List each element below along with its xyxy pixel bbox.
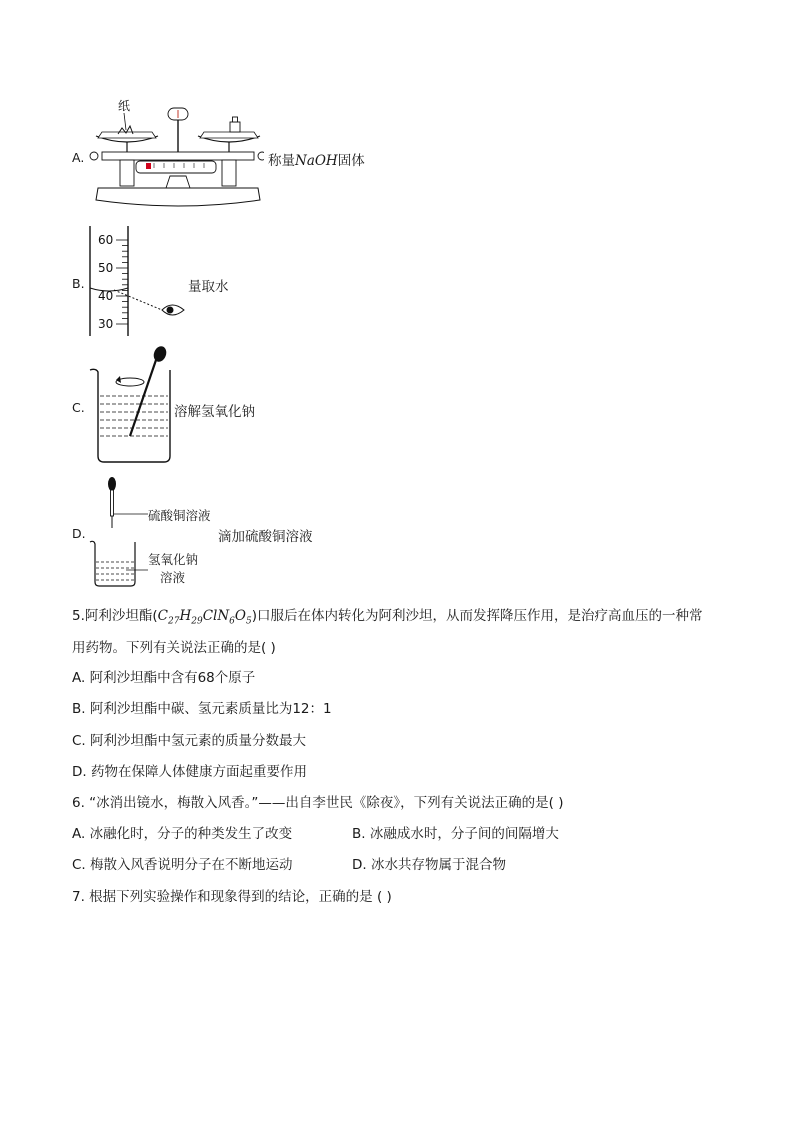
q5-option-a: A. 阿利沙坦酯中含有68个原子 — [72, 670, 256, 686]
q6-option-d: D. 冰水共存物属于混合物 — [352, 857, 506, 873]
dropper-label: 硫酸铜溶液 — [148, 508, 211, 523]
option-d-letter: D. — [72, 526, 86, 541]
q6-option-a: A. 冰融化时，分子的种类发生了改变 — [72, 826, 293, 842]
option-c-label: 溶解氢氧化钠 — [174, 404, 255, 420]
beaker-stir-illustration — [86, 346, 178, 466]
dropper-beaker-illustration — [86, 474, 150, 590]
q5-stem-line2: 用药物。下列有关说法正确的是( ) — [72, 640, 276, 656]
option-d-label: 滴加硫酸铜溶液 — [218, 529, 313, 545]
q5-option-d: D. 药物在保障人体健康方面起重要作用 — [72, 764, 307, 780]
beaker-label-line2: 溶液 — [160, 570, 186, 585]
q6-stem: 6. “冰消出镜水，梅散入风香。”——出自李世民《除夜》，下列有关说法正确的是( ) — [72, 795, 564, 811]
tick-50: 50 — [98, 261, 114, 275]
option-b-letter: B. — [72, 276, 85, 291]
q5-stem-line1: 5.阿利沙坦酯$(C_{27}H_{29}ClN_6O_5)$口服后在体内转化为阿利沙坦，从而发挥降压作用，是治疗高血压的一种常 — [72, 608, 703, 627]
option-c-letter: C. — [72, 400, 85, 415]
q5-formula: $C_{27}H_{29}ClN_6O_5$ — [157, 608, 252, 627]
paper-label: 纸 — [118, 99, 131, 113]
balance-illustration — [84, 96, 264, 216]
q6-option-b: B. 冰融成水时，分子间的间隔增大 — [352, 826, 559, 842]
beaker-label-line1: 氢氧化钠 — [148, 552, 199, 567]
tick-30: 30 — [98, 317, 114, 331]
option-a-letter: A. — [72, 150, 85, 165]
cylinder-illustration — [84, 224, 194, 342]
q5-option-b: B. 阿利沙坦酯中碳、氢元素质量比为12：1 — [72, 701, 332, 717]
option-a-label: 称量NaOH固体 — [268, 153, 365, 169]
tick-60: 60 — [98, 233, 114, 247]
q7-stem: 7. 根据下列实验操作和现象得到的结论，正确的是 ( ) — [72, 889, 392, 905]
q6-option-c: C. 梅散入风香说明分子在不断地运动 — [72, 857, 293, 873]
option-b-label: 量取水 — [188, 279, 229, 295]
q5-option-c: C. 阿利沙坦酯中氢元素的质量分数最大 — [72, 733, 307, 749]
tick-40: 40 — [98, 289, 114, 303]
